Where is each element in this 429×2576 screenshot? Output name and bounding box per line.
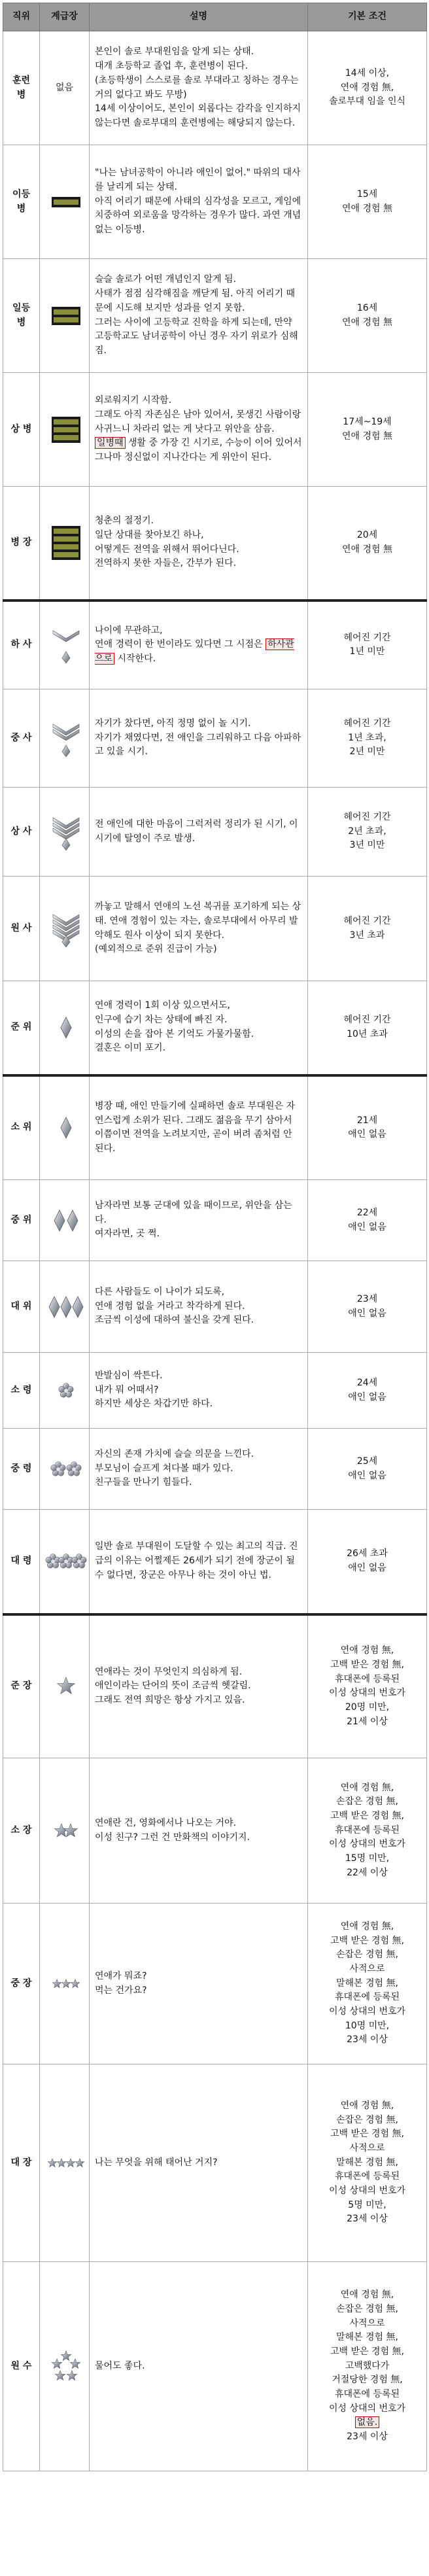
text-line: 연애 경험 無, — [340, 82, 394, 93]
text-line: 14세 이상, — [345, 67, 390, 78]
insignia-cell — [40, 1075, 90, 1180]
text-line: 애인 없음 — [348, 1129, 386, 1140]
text-line: 연애 경험 無, — [340, 2289, 394, 2301]
text-line: 20세 — [356, 530, 378, 541]
text-line: 3년 미만 — [349, 840, 385, 851]
rank-name: 소 위 — [3, 1075, 40, 1180]
rank-name: 병 장 — [3, 487, 40, 600]
description-cell — [90, 373, 308, 487]
text-line: 26세 초과 — [347, 1548, 388, 1559]
rank-name: 훈련병 — [3, 31, 40, 145]
description-cell — [90, 1758, 308, 1904]
text-line: 전 애인에 대한 마음이 그럭저럭 정리가 된 시기, 이 시기에 탈영이 주로 발생. — [95, 818, 298, 844]
text-line: 자기가 채였다면, 전 애인을 그리워하고 다음 아파하고 있을 시기. — [95, 732, 301, 757]
major-general-two-stars-icon — [45, 1811, 87, 1851]
text-line: 이성의 손을 잡아 본 기억도 가물가물함. — [95, 1028, 254, 1039]
text-line: 헤어진 기간 — [343, 915, 391, 926]
warrant-officer-diamond-icon — [45, 1008, 87, 1047]
text-line: 말해본 경험 無, — [336, 2157, 398, 2168]
table-row — [3, 1180, 427, 1261]
text-line: 22세 — [356, 1207, 378, 1218]
table-row — [3, 487, 427, 600]
text-line: 먹는 건가요? — [95, 1985, 147, 1996]
second-lieutenant-diamond-icon — [45, 1108, 87, 1147]
text-line: 전역하지 못한 자들은, 간부가 된다. — [95, 558, 237, 569]
table-row — [3, 1075, 427, 1180]
text-line-with-highlight — [313, 2416, 421, 2430]
text-line: 애인 없음 — [348, 1562, 386, 1573]
text-line: (예외적으로 준위 진급이 가능) — [95, 944, 217, 955]
text-line-with-highlight: 일병때 생활 중 가장 긴 시기로, 수능이 이어 있어서 그나마 정신없이 지나간다는 게 위안이 된다. — [95, 438, 302, 463]
text-line: 남자라면 보통 군대에 있을 때이므로, 위안을 삼는다. — [95, 1200, 292, 1225]
text-line: 고백 받은 경험 無, — [330, 2129, 404, 2140]
highlighted-word: 일병때 — [95, 437, 126, 449]
text-line: 일반 솔로 부대원이 도달할 수 있는 최고의 직급. 진급의 이유는 어쩔제든 26세가 되기 전에 장군이 될 수 없다면, 장군은 아무나 하는 것이 아닌 법. — [95, 1541, 298, 1580]
text-line: 자기가 찼다면, 아직 정명 없이 놀 시기. — [95, 718, 251, 729]
text-line-with-highlight: 연애 경력이 한 번이라도 있다면 그 시점은 하사관으로 시작한다. — [95, 639, 294, 665]
header-condition: 기본 조건 — [308, 3, 427, 31]
private-one-bar-icon — [45, 183, 87, 222]
condition-cell — [308, 487, 427, 600]
text-line: 연애 경험 無 — [342, 544, 392, 555]
text-line: 이성 상대의 번호가 — [328, 1688, 406, 1699]
text-line: 16세 — [356, 302, 378, 313]
master-sergeant-chevron-icon — [45, 812, 87, 852]
text-line: 휴대폰에 등록된 — [334, 1673, 400, 1684]
insignia-cell — [40, 487, 90, 600]
condition-cell — [308, 1075, 427, 1180]
description-cell — [90, 2262, 308, 2471]
text-line: 나이에 무관하고, — [95, 625, 163, 636]
text-line: 연애란 건, 영화에서나 나오는 거야. — [95, 1817, 237, 1828]
staff-sergeant-chevron-icon — [45, 625, 87, 665]
rank-name: 준 장 — [3, 1614, 40, 1758]
text-line: 말해본 경험 無, — [336, 1977, 398, 1989]
condition-cell — [308, 259, 427, 373]
insignia-cell — [40, 145, 90, 259]
table-header-row — [3, 3, 427, 31]
captain-diamond-icon — [45, 1287, 87, 1327]
condition-cell — [308, 145, 427, 259]
text-line: 21세 — [356, 1115, 378, 1126]
text-line: 고백했다가 — [345, 2360, 390, 2371]
text-line: 24세 — [356, 1377, 378, 1388]
description-cell — [90, 31, 308, 145]
header-description: 설명 — [90, 3, 308, 31]
text-line: 손잡은 경험 無, — [336, 2303, 398, 2314]
text-line: 사적으로 — [349, 2318, 385, 2329]
insignia-cell — [40, 2262, 90, 2471]
text-line: 아직 어리기 때문에 사태의 심각성을 모르고, 게임에 치중하여 외로움을 망각하는 경우가 많다. 과연 개념 없는 이등병. — [95, 196, 301, 235]
rank-name: 원 사 — [3, 877, 40, 981]
table-row — [3, 877, 427, 981]
table-row — [3, 600, 427, 689]
text-line: 휴대폰에 등록된 — [334, 1824, 400, 1836]
text-line: 휴대폰에 등록된 — [334, 1992, 400, 2003]
condition-cell — [308, 1353, 427, 1429]
condition-cell — [308, 2064, 427, 2262]
text-line: 그래도 아직 자존심은 남아 있어서, 못생긴 사람이랑 사귀느니 차라리 없는 게 낫다고 위안을 삼음. — [95, 409, 301, 434]
text-line: 애인 없음 — [348, 1391, 386, 1402]
text-line: 여자라면, 곳 쩍. — [95, 1228, 160, 1240]
highlighted-word: 하사관으로 — [95, 639, 294, 665]
text-line: 애인 없음 — [348, 1470, 386, 1481]
text-line: 휴대폰에 등록된 — [334, 2389, 400, 2400]
text-line: 23세 이상 — [347, 2034, 388, 2045]
text-line: 연애 경험 없을 거라고 착각하게 된다. — [95, 1300, 245, 1312]
sergeant-first-class-chevron-icon — [45, 719, 87, 758]
condition-cell — [308, 2262, 427, 2471]
insignia-cell — [40, 1510, 90, 1614]
rank-name: 소 장 — [3, 1758, 40, 1904]
text-line: 고백 받은 경험 無, — [330, 1810, 404, 1821]
text-line: 14세 이상이어도, 본인이 외롭다는 감각을 인지하지 않는다면 솔로부대의 훈련병에는 해당되지 않는다. — [95, 103, 301, 128]
first-lieutenant-diamond-icon — [45, 1201, 87, 1240]
condition-cell — [308, 600, 427, 689]
text-line: 헤어진 기간 — [343, 1015, 391, 1026]
lieutenant-general-three-stars-icon — [45, 1964, 87, 2004]
text-line: 병장 때, 애인 만들기에 실패하면 솔로 부대원은 자연스럽게 소위가 된다. 그래도 젊음을 무기 삼아서 이쯤이면 전역을 노려보지만, 곧이 버려 좀처럼 안 된다. — [95, 1100, 296, 1154]
table-row — [3, 1261, 427, 1353]
description-cell — [90, 1261, 308, 1353]
sergeant-major-chevron-icon — [45, 909, 87, 949]
text-line: 이성 상대의 번호가 — [328, 2185, 406, 2197]
text-line: 2년 미만 — [349, 746, 385, 757]
text-line: 그래도 전역 희망은 항상 가지고 있음. — [95, 1695, 245, 1706]
text-line: 고백 받은 경험 無, — [330, 2346, 404, 2357]
text-line: 손잡은 경험 無, — [336, 1949, 398, 1960]
insignia-cell — [40, 1429, 90, 1510]
insignia-cell — [40, 373, 90, 487]
text-line: 나는 무엇을 위해 태어난 거지? — [95, 2157, 218, 2168]
text-line: 헤어진 기간 — [343, 632, 391, 643]
text-line: 손잡은 경험 無, — [336, 2114, 398, 2125]
description-cell — [90, 877, 308, 981]
condition-cell — [308, 1261, 427, 1353]
text-line: 연애 경험 無, — [340, 1645, 394, 1656]
rank-name: 준 위 — [3, 981, 40, 1075]
text-line: 이성 상대의 번호가 — [328, 1839, 406, 1850]
condition-cell — [308, 1758, 427, 1904]
description-cell — [90, 981, 308, 1075]
condition-cell — [308, 1180, 427, 1261]
text-line: 이성 상대의 번호가 — [328, 2403, 406, 2414]
text-line: 10년 초과 — [347, 1028, 388, 1039]
text-line: 헤어진 기간 — [343, 811, 391, 822]
insignia-cell — [40, 689, 90, 788]
text-line: 슬슬 솔로가 어떤 개념인지 알게 됨. — [95, 274, 237, 285]
condition-cell — [308, 788, 427, 877]
text-line: 연애가 뭐죠? — [95, 1970, 147, 1981]
text-line: 물어도 좋다. — [95, 2360, 145, 2371]
insignia-cell — [40, 1904, 90, 2064]
text-line: 대개 초등학교 졸업 후, 훈련병이 된다. — [95, 61, 249, 72]
insignia-cell — [40, 1614, 90, 1758]
highlighted-word: 없음. — [355, 2416, 380, 2428]
table-row — [3, 1758, 427, 1904]
description-cell — [90, 1429, 308, 1510]
text-line: 25세 — [356, 1455, 378, 1467]
text-line: 사태가 점점 심각해짐을 깨닫게 됨. 아직 어리기 때문에 시도해 보지만 성과를 얻지 못함. — [95, 288, 296, 313]
text-line: 21세 이상 — [347, 1716, 388, 1727]
text-line: (초등학생이 스스로를 솔로 부대라고 칭하는 경우는 거의 없다고 봐도 무방) — [95, 75, 299, 100]
table-row — [3, 145, 427, 259]
table-row — [3, 1614, 427, 1758]
description-cell — [90, 145, 308, 259]
description-cell — [90, 1180, 308, 1261]
text-line: 연애라는 것이 무엇인지 의심하게 됨. — [95, 1666, 243, 1677]
text-line: 일단 상대를 찾아보긴 하나, — [95, 530, 204, 541]
text-line: 연애 경험 無, — [340, 1921, 394, 1932]
insignia-cell — [40, 1353, 90, 1429]
text-line: 애인이라는 단어의 뜻이 조금씩 헷갈림. — [95, 1680, 251, 1692]
text-line: 연애 경험 無, — [340, 2100, 394, 2111]
rank-name: 소 령 — [3, 1353, 40, 1429]
description-cell — [90, 788, 308, 877]
table-row — [3, 981, 427, 1075]
text-line: 조금씩 이성에 대하여 불신을 갖게 된다. — [95, 1315, 254, 1326]
table-row — [3, 1429, 427, 1510]
table-row — [3, 1353, 427, 1429]
rank-name: 대 위 — [3, 1261, 40, 1353]
rank-name: 대 장 — [3, 2064, 40, 2262]
description-cell — [90, 2064, 308, 2262]
colonel-flower-icon — [45, 1542, 87, 1581]
text-line: 어떻게든 전역을 위해서 뛰어다닌다. — [95, 544, 239, 555]
text-line: 애인 없음 — [348, 1221, 386, 1232]
text-line: 다른 사람들도 이 나이가 되도록, — [95, 1286, 225, 1297]
text-line: 말해본 경험 無, — [336, 2332, 398, 2343]
rank-name: 원 수 — [3, 2262, 40, 2471]
condition-cell — [308, 1429, 427, 1510]
text-line: 23세 이상 — [347, 2431, 388, 2443]
general-four-stars-icon — [45, 2144, 87, 2183]
text-line: 10명 미만, — [345, 2020, 390, 2031]
text-line: 휴대폰에 등록된 — [334, 2171, 400, 2182]
table-row — [3, 2064, 427, 2262]
text-line: 이성 상대의 번호가 — [328, 2006, 406, 2017]
text-line: 연애 경력이 1회 이상 있으면서도, — [95, 1000, 230, 1011]
marshal-five-stars-icon — [45, 2347, 87, 2386]
rank-name: 하 사 — [3, 600, 40, 689]
description-cell — [90, 1075, 308, 1180]
description-cell — [90, 1904, 308, 2064]
text-line: 결혼은 이미 포기. — [95, 1043, 166, 1054]
rank-name: 대 령 — [3, 1510, 40, 1614]
rank-name: 중 령 — [3, 1429, 40, 1510]
table-row — [3, 2262, 427, 2471]
rank-name: 이등병 — [3, 145, 40, 259]
insignia-cell — [40, 259, 90, 373]
condition-cell — [308, 1510, 427, 1614]
text-line: 이성 친구? 그런 건 만화책의 이야기지. — [95, 1832, 250, 1843]
rank-name: 일등병 — [3, 259, 40, 373]
rank-name: 상 병 — [3, 373, 40, 487]
rank-name: 상 사 — [3, 788, 40, 877]
text-line: 1년 미만 — [349, 646, 385, 657]
description-cell — [90, 1353, 308, 1429]
text-line: 연애 경험 無 — [342, 317, 392, 328]
text-line: 20명 미만, — [345, 1701, 390, 1713]
text-line: 까놓고 말해서 연애의 노선 복귀를 포기하게 되는 상태. 연애 경험이 있는 자는, 솔로부대에서 아무리 발악해도 원사 이상이 되지 못한다. — [95, 901, 301, 941]
description-cell — [90, 259, 308, 373]
condition-cell — [308, 981, 427, 1075]
insignia-cell — [40, 1758, 90, 1904]
insignia-none-text: 없음 — [55, 82, 74, 93]
rank-name: 중 장 — [3, 1904, 40, 2064]
text-line: 본인이 솔로 부대원임을 알게 되는 상태. — [95, 46, 254, 58]
description-cell — [90, 487, 308, 600]
rank-name: 중 사 — [3, 689, 40, 788]
text-line: 연애 경험 無 — [342, 430, 392, 442]
insignia-cell — [40, 31, 90, 145]
condition-cell — [308, 877, 427, 981]
text-line: 청춘의 절정기. — [95, 515, 154, 527]
condition-cell — [308, 1904, 427, 2064]
text-line: 3년 초과 — [349, 930, 385, 941]
description-cell — [90, 600, 308, 689]
insignia-cell — [40, 788, 90, 877]
table-row — [3, 788, 427, 877]
text-line: 고백 받은 경험 無, — [330, 1659, 404, 1670]
lieutenant-colonel-flower-icon — [45, 1450, 87, 1489]
text-line: 친구들을 만나기 힘들다. — [95, 1477, 192, 1488]
text-line: 연애 경험 無 — [342, 203, 392, 214]
insignia-cell — [40, 981, 90, 1075]
text-line: 고백 받은 경험 無, — [330, 1935, 404, 1946]
condition-cell — [308, 373, 427, 487]
text-line: 자신의 존재 가치에 슬슬 의문을 느낀다. — [95, 1448, 254, 1459]
text-line: 헤어진 기간 — [343, 718, 391, 729]
header-rank: 직위 — [3, 3, 40, 31]
condition-cell — [308, 689, 427, 788]
text-line: 연애 경험 無, — [340, 1782, 394, 1793]
text-line: 15명 미만, — [345, 1853, 390, 1864]
insignia-cell — [40, 877, 90, 981]
text-line: 23세 — [356, 1293, 378, 1304]
text-line: 2년 초과, — [348, 826, 386, 837]
text-line: 손잡은 경험 無, — [336, 1796, 398, 1807]
brigadier-general-star-icon — [45, 1667, 87, 1706]
insignia-cell — [40, 1261, 90, 1353]
insignia-cell — [40, 600, 90, 689]
table-row — [3, 373, 427, 487]
text-line: 23세 이상 — [347, 2214, 388, 2225]
text-line: 22세 이상 — [347, 1867, 388, 1878]
text-line: 5명 미만, — [348, 2199, 386, 2210]
text-line: 내가 뭐 어때서? — [95, 1384, 159, 1395]
table-row — [3, 259, 427, 373]
text-line: 인구에 습기 차는 상태에 빠진 자. — [95, 1015, 228, 1026]
rank-table — [3, 3, 427, 2471]
insignia-cell — [40, 1180, 90, 1261]
description-cell — [90, 1614, 308, 1758]
text-line: 솔로부대 임을 인식 — [328, 96, 406, 107]
table-row — [3, 31, 427, 145]
table-row — [3, 1510, 427, 1614]
description-cell — [90, 1510, 308, 1614]
condition-cell — [308, 1614, 427, 1758]
text-line: 반발심이 싹튼다. — [95, 1370, 163, 1381]
table-row — [3, 1904, 427, 2064]
text-line: 부모님이 슬프게 쳐다볼 때가 있다. — [95, 1463, 233, 1474]
table-row — [3, 689, 427, 788]
text-line: 그러는 사이에 고등학교 진학을 하게 되는데, 만약 고등학교도 남녀공학이 아닌 경우 자기 위로가 심해짐. — [95, 317, 298, 356]
text-line: 15세 — [356, 188, 378, 200]
corporal-three-bars-icon — [45, 410, 87, 449]
text-line: 사적으로 — [349, 2142, 385, 2153]
text-line: 1년 초과, — [348, 732, 386, 743]
text-line: 하지만 세상은 차갑기만 하다. — [95, 1399, 213, 1410]
header-insignia: 계급장 — [40, 3, 90, 31]
text-line: 사적으로 — [349, 1963, 385, 1974]
insignia-cell — [40, 2064, 90, 2262]
text-line: "나는 남녀공학이 아니라 애인이 없어." 따위의 대사를 날리게 되는 상태. — [95, 167, 301, 192]
text-line: 거절당한 경험 無, — [332, 2375, 403, 2386]
description-cell — [90, 689, 308, 788]
major-flower-icon — [45, 1371, 87, 1410]
condition-cell — [308, 31, 427, 145]
text-line: 17세~19세 — [343, 416, 392, 427]
sergeant-four-bars-icon — [45, 523, 87, 563]
private-two-bars-icon — [45, 296, 87, 336]
text-line: 외로워지기 시작함. — [95, 395, 172, 406]
rank-name: 중 위 — [3, 1180, 40, 1261]
text-line: 애인 없음 — [348, 1308, 386, 1319]
